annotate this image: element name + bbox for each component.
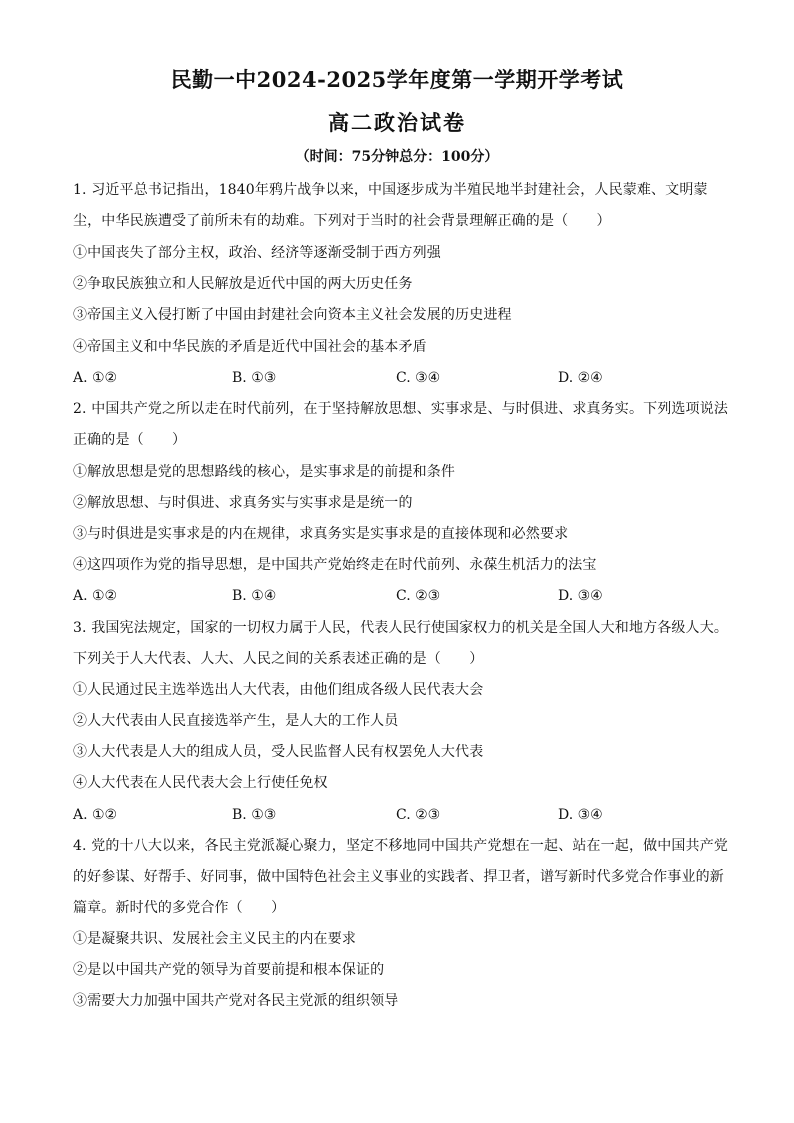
exam-title: 民勤一中2024-2025学年度第一学期开学考试 — [170, 67, 624, 92]
q3-stem-line-1: 3. 我国宪法规定，国家的一切权力属于人民，代表人民行使国家权力的机关是全国人大和地方各级人大。 — [73, 620, 729, 636]
q4-statement-3: ③需要大力加强中国共产党对各民主党派的组织领导 — [73, 993, 399, 1009]
q1-option-d: D. ②④ — [558, 370, 603, 386]
q1-option-b: B. ①③ — [232, 370, 277, 386]
q3-option-d: D. ③④ — [558, 807, 603, 823]
q2-option-c: C. ②③ — [396, 588, 441, 604]
q3-stem-line-2: 下列关于人大代表、人大、人民之间的关系表述正确的是（ ） — [73, 651, 484, 667]
q3-option-c: C. ②③ — [396, 807, 441, 823]
exam-meta: （时间：75分钟总分：100分） — [295, 149, 499, 165]
q2-statement-1: ①解放思想是党的思想路线的核心，是实事求是的前提和条件 — [73, 464, 456, 480]
q1-option-a: A. ①② — [73, 370, 118, 386]
q3-statement-2: ②人大代表由人民直接选举产生，是人大的工作人员 — [73, 713, 399, 729]
q3-statement-4: ④人大代表在人民代表大会上行使任免权 — [73, 775, 328, 791]
q2-option-a: A. ①② — [73, 588, 118, 604]
q1-statement-2: ②争取民族独立和人民解放是近代中国的两大历史任务 — [73, 276, 413, 292]
q4-statement-2: ②是以中国共产党的领导为首要前提和根本保证的 — [73, 962, 385, 978]
q2-statement-3: ③与时俱进是实事求是的内在规律，求真务实是实事求是的直接体现和必然要求 — [73, 526, 569, 542]
q1-stem-line-1: 1. 习近平总书记指出，1840年鸦片战争以来，中国逐步成为半殖民地半封建社会，人民蒙难、文明蒙 — [73, 182, 708, 198]
q4-statement-1: ①是凝聚共识、发展社会主义民主的内在要求 — [73, 931, 356, 947]
q2-option-b: B. ①④ — [232, 588, 277, 604]
q4-stem-line-1: 4. 党的十八大以来，各民主党派凝心聚力，坚定不移地同中国共产党想在一起、站在一起，做中国共产党 — [73, 838, 729, 854]
q2-statement-2: ②解放思想、与时俱进、求真务实与实事求是是统一的 — [73, 495, 413, 511]
q3-option-a: A. ①② — [73, 807, 118, 823]
q2-stem-line-2: 正确的是（ ） — [73, 432, 187, 448]
q2-statement-4: ④这四项作为党的指导思想，是中国共产党始终走在时代前列、永葆生机活力的法宝 — [73, 557, 597, 573]
q1-statement-3: ③帝国主义入侵打断了中国由封建社会向资本主义社会发展的历史进程 — [73, 307, 512, 323]
q4-stem-line-2: 的好参谋、好帮手、好同事，做中国特色社会主义事业的实践者、捍卫者，谱写新时代多党合作事业的新 — [73, 869, 724, 885]
q1-statement-1: ①中国丧失了部分主权，政治、经济等逐渐受制于西方列强 — [73, 245, 441, 261]
q3-statement-1: ①人民通过民主选举选出人大代表，由他们组成各级人民代表大会 — [73, 682, 484, 698]
q2-stem-line-1: 2. 中国共产党之所以走在时代前列，在于坚持解放思想、实事求是、与时俱进、求真务实。下列选项说法 — [73, 401, 729, 417]
q1-option-c: C. ③④ — [396, 370, 441, 386]
q2-option-d: D. ③④ — [558, 588, 603, 604]
q1-statement-4: ④帝国主义和中华民族的矛盾是近代中国社会的基本矛盾 — [73, 339, 427, 355]
q1-stem-line-2: 尘，中华民族遭受了前所未有的劫难。下列对于当时的社会背景理解正确的是（ ） — [73, 213, 611, 229]
q3-statement-3: ③人大代表是人大的组成人员，受人民监督人民有权罢免人大代表 — [73, 744, 484, 760]
q4-stem-line-3: 篇章。新时代的多党合作（ ） — [73, 900, 286, 916]
q3-option-b: B. ①③ — [232, 807, 277, 823]
exam-subtitle: 高二政治试卷 — [328, 110, 466, 135]
